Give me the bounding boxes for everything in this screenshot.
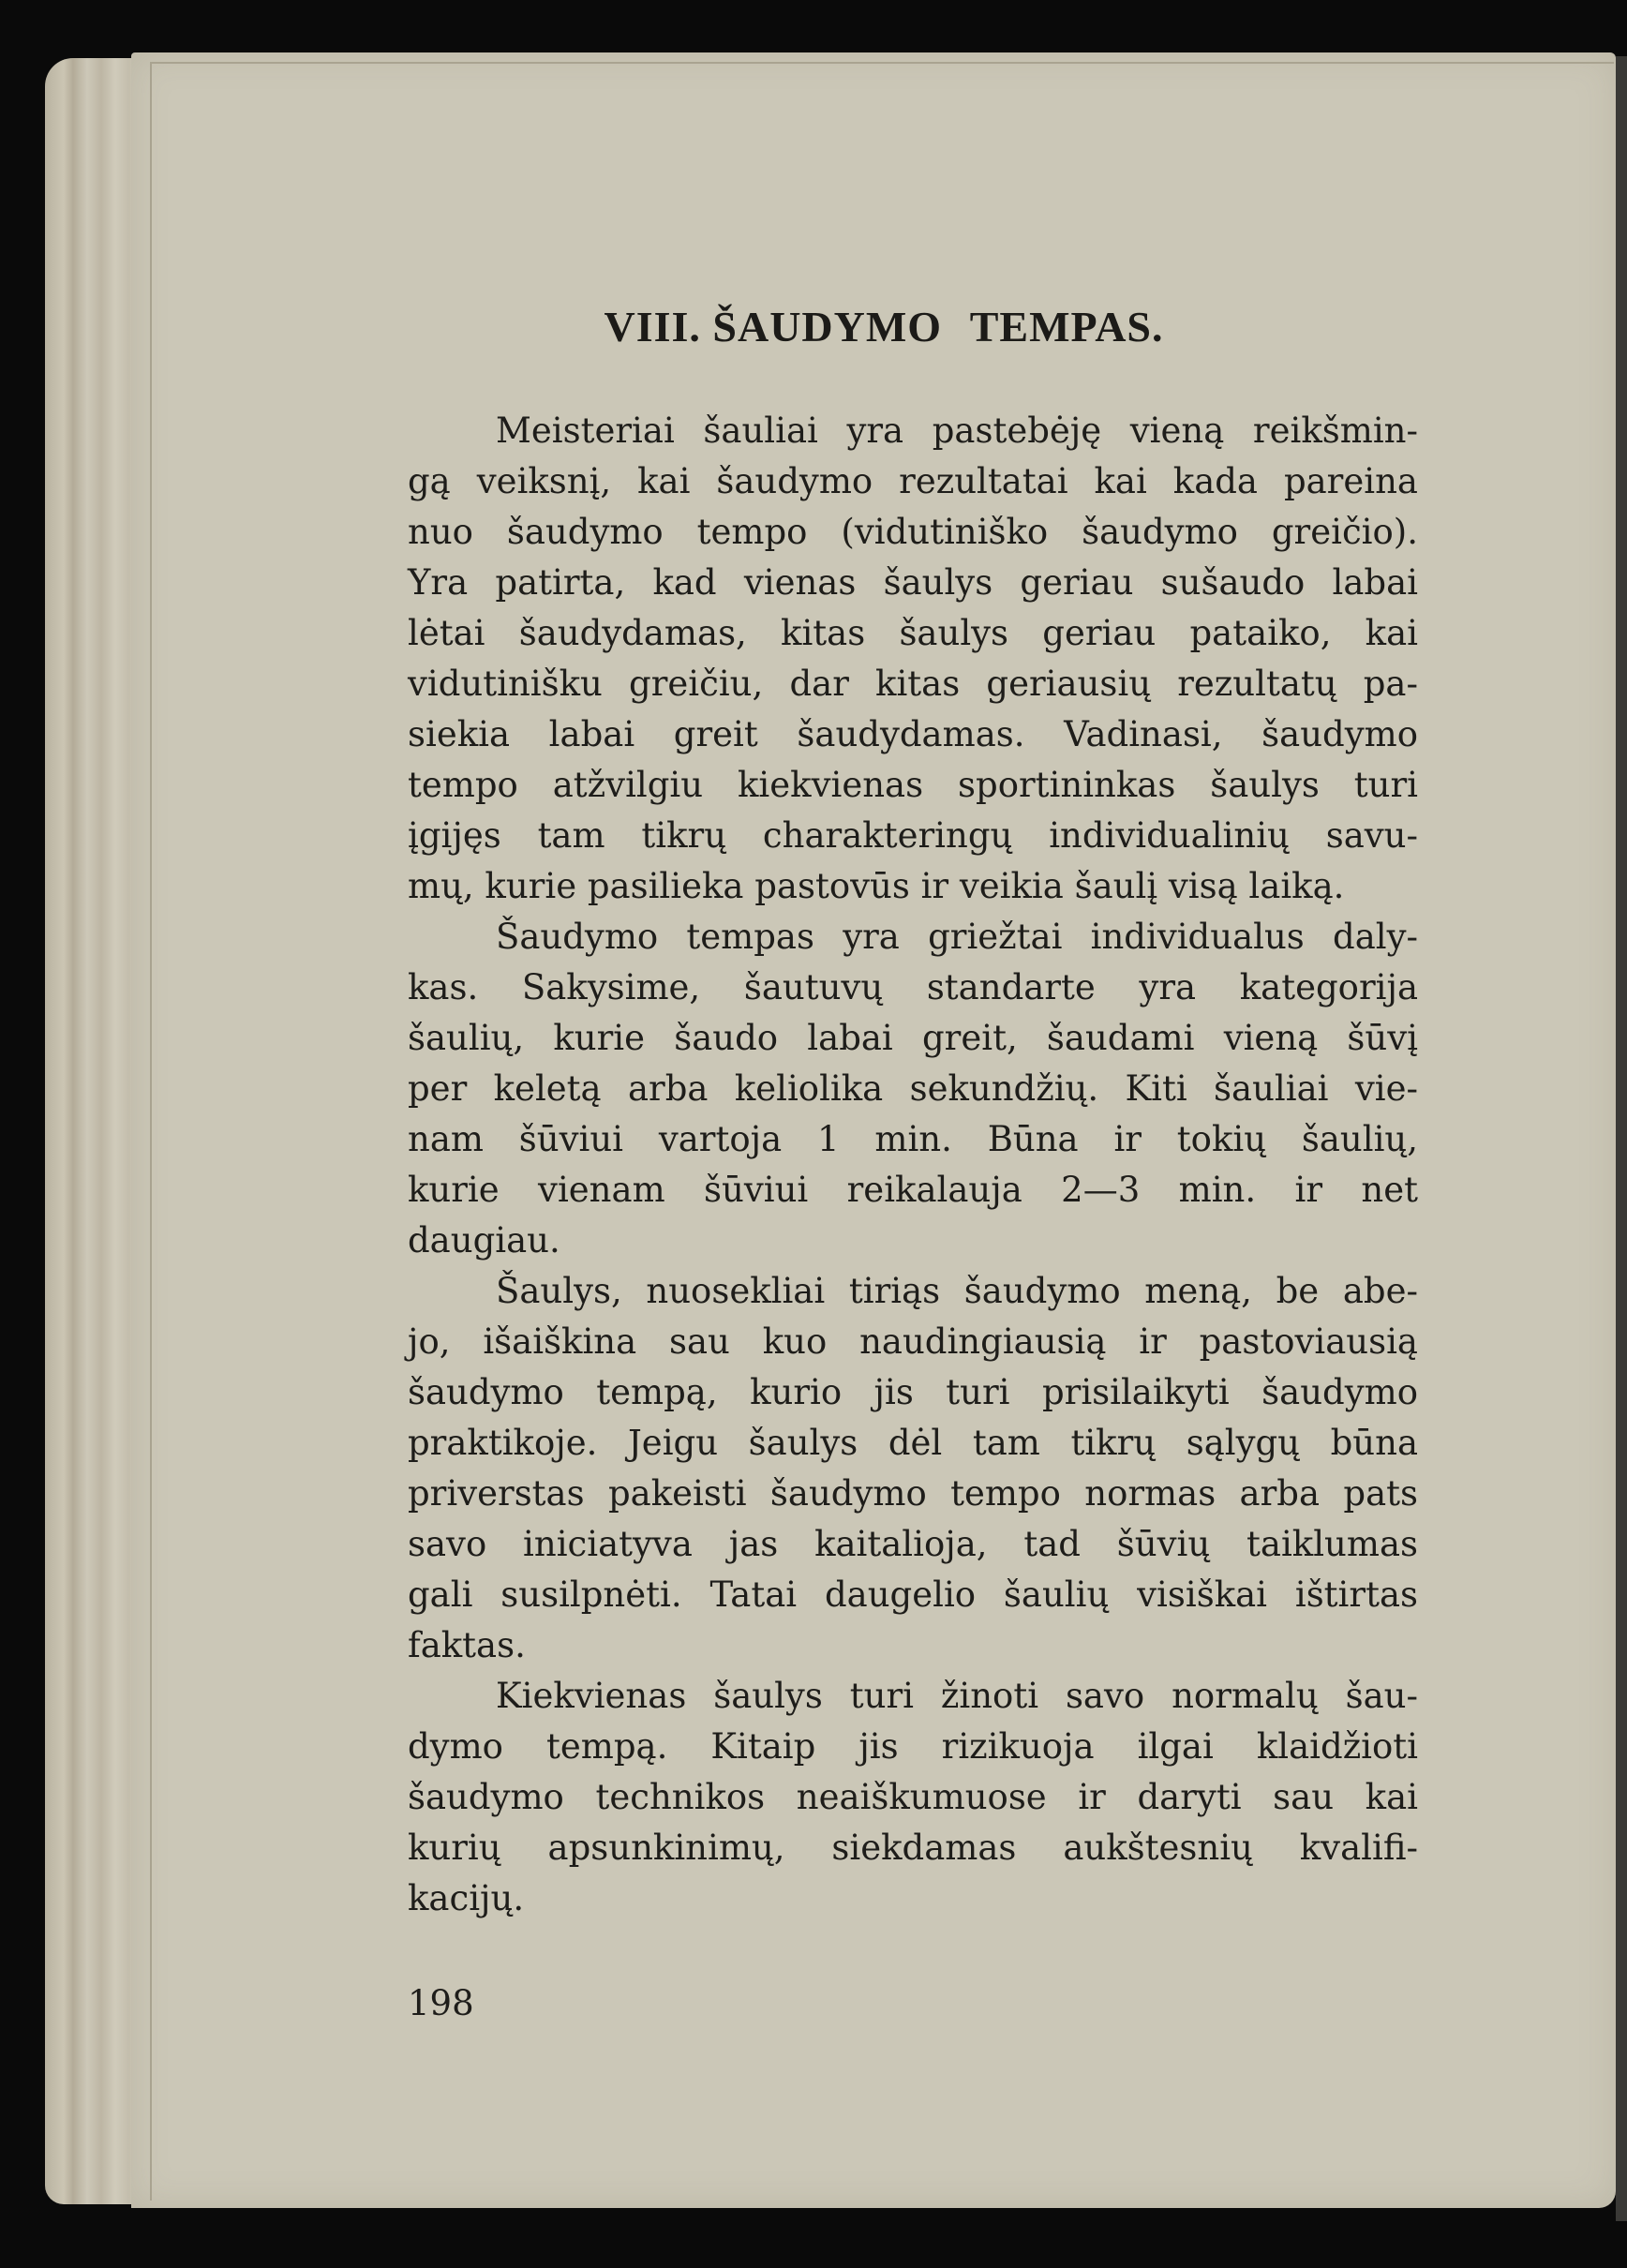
text-line: kurie vienam šūviui reikalauja 2—3 min. ir net: [408, 1170, 1418, 1210]
text-line: šaudymo tempą, kurio jis turi prisilaikyti šaudymo: [408, 1372, 1418, 1412]
text-line: gą veiksnį, kai šaudymo rezultatai kai kada pareina: [408, 461, 1418, 501]
chapter-title: ŠAUDYMO TEMPAS.: [712, 303, 1164, 351]
text-line: nuo šaudymo tempo (vidutiniško šaudymo greičio).: [408, 512, 1418, 552]
text-line: dymo tempą. Kitaip jis rizikuoja ilgai klaidžioti: [408, 1726, 1418, 1767]
text-line: tempo atžvilgiu kiekvienas sportininkas šaulys turi: [408, 765, 1418, 805]
text-line: šaulių, kurie šaudo labai greit, šaudami vieną šūvį: [408, 1018, 1418, 1058]
facing-page-edge: [1616, 56, 1627, 2221]
text-line: Yra patirta, kad vienas šaulys geriau sušaudo labai: [408, 562, 1418, 603]
text-line: daugiau.: [408, 1220, 560, 1261]
paragraph: [408, 1671, 1418, 1924]
page-number: 198: [408, 1983, 474, 2023]
text-line: jo, išaiškina sau kuo naudingiausią ir pastoviausią: [408, 1321, 1418, 1362]
text-line: kas. Sakysime, šautuvų standarte yra kategorija: [408, 967, 1418, 1007]
text-line: savo iniciatyva jas kaitalioja, tad šūvių taiklumas: [408, 1524, 1418, 1564]
chapter-heading: [0, 302, 1627, 351]
chapter-number: VIII.: [604, 303, 701, 351]
text-line: Šaudymo tempas yra griežtai individualus daly-: [496, 917, 1418, 957]
text-line: faktas.: [408, 1625, 526, 1665]
text-line: kacijų.: [408, 1878, 525, 1918]
page-stack-edge: [45, 58, 139, 2204]
text-line: praktikoje. Jeigu šaulys dėl tam tikrų sąlygų būna: [408, 1423, 1418, 1463]
text-line: siekia labai greit šaudydamas. Vadinasi, šaudymo: [408, 714, 1418, 754]
text-line: Šaulys, nuosekliai tiriąs šaudymo meną, be abe-: [496, 1271, 1418, 1311]
paragraph: [408, 1266, 1418, 1671]
text-line: mų, kurie pasilieka pastovūs ir veikia šaulį visą laiką.: [408, 866, 1345, 906]
text-line: lėtai šaudydamas, kitas šaulys geriau pataiko, kai: [408, 613, 1418, 653]
text-line: kurių apsunkinimų, siekdamas aukštesnių kvalifi-: [408, 1828, 1418, 1868]
text-line: Meisteriai šauliai yra pastebėję vieną reikšmin-: [496, 410, 1418, 451]
text-line: nam šūviui vartoja 1 min. Būna ir tokių šaulių,: [408, 1119, 1418, 1159]
text-line: per keletą arba keliolika sekundžių. Kiti šauliai vie-: [408, 1068, 1418, 1109]
text-line: įgijęs tam tikrų charakteringų individualinių savu-: [408, 815, 1418, 856]
text-line: šaudymo technikos neaiškumuose ir daryti sau kai: [408, 1777, 1418, 1817]
text-line: Kiekvienas šaulys turi žinoti savo normalų šau-: [496, 1676, 1418, 1716]
paragraph: [408, 912, 1418, 1266]
text-line: vidutinišku greičiu, dar kitas geriausių rezultatų pa-: [408, 664, 1418, 704]
paragraph: [408, 406, 1418, 912]
text-line: gali susilpnėti. Tatai daugelio šaulių visiškai ištirtas: [408, 1574, 1418, 1615]
chapter-body: [408, 406, 1418, 1924]
text-line: priverstas pakeisti šaudymo tempo normas arba pats: [408, 1473, 1418, 1514]
